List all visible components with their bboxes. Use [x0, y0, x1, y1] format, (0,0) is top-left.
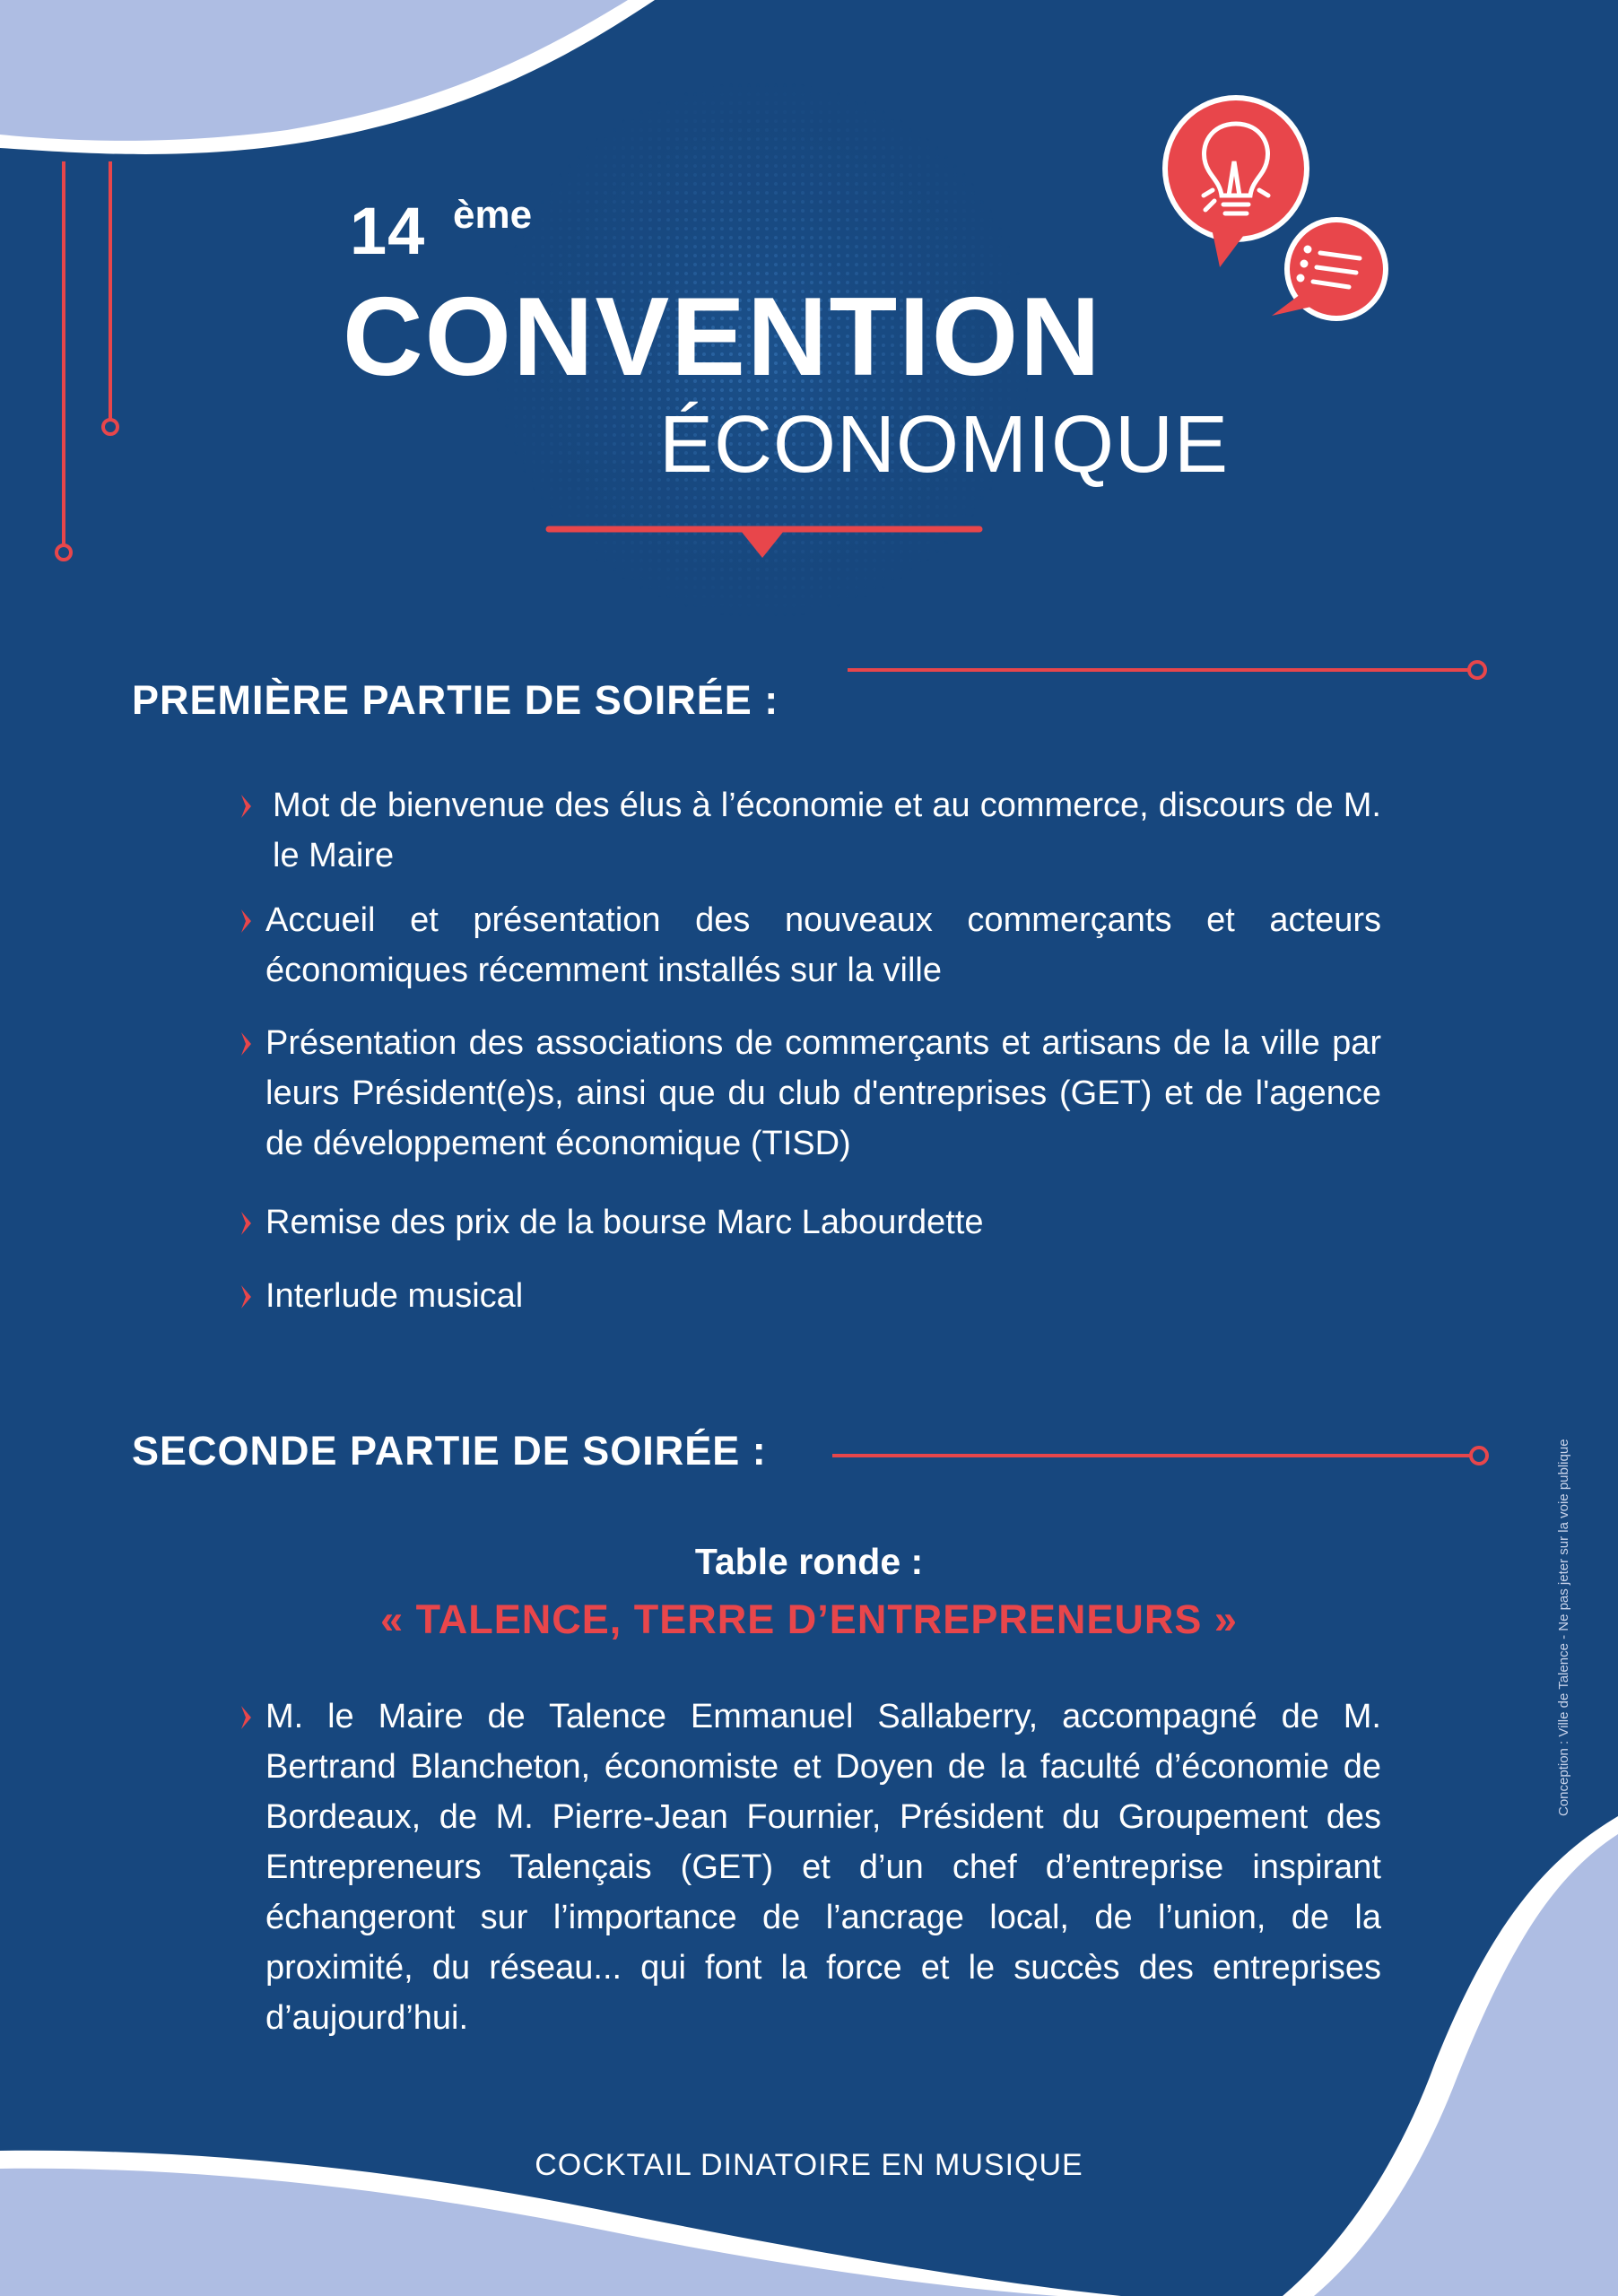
page-title: CONVENTION — [343, 275, 1102, 399]
footer-text: COCKTAIL DINATOIRE EN MUSIQUE — [535, 2148, 1083, 2182]
chevron-right-icon — [239, 1704, 255, 1731]
list-item: Interlude musical — [242, 1271, 1381, 1321]
table-ronde-label: Table ronde : — [694, 1541, 924, 1582]
side-credit: Conception : Ville de Talence - Ne pas jeter sur la voie publique — [1556, 1439, 1571, 1816]
chevron-right-icon — [239, 1210, 255, 1237]
chevron-right-icon — [239, 793, 255, 820]
table-ronde-title: « TALENCE, TERRE D’ENTREPRENEURS » — [380, 1596, 1238, 1642]
list-item: Mot de bienvenue des élus à l’économie et au commerce, discours de M. le Maire — [242, 780, 1381, 881]
list-item: Remise des prix de la bourse Marc Labourdette — [242, 1197, 1381, 1248]
section-title-part2: SECONDE PARTIE DE SOIRÉE : — [132, 1428, 767, 1474]
list-item: Présentation des associations de commerçants et artisans de la ville par leurs Président(e)s, ainsi que du club d'entreprises (GET) et de l'agence de développement économique (TISD) — [242, 1018, 1381, 1169]
edition-suffix: ème — [453, 193, 533, 237]
section-title-part1: PREMIÈRE PARTIE DE SOIRÉE : — [132, 677, 779, 723]
chevron-right-icon — [239, 1283, 255, 1310]
edition-number: 14 — [350, 194, 426, 268]
list-item: M. le Maire de Talence Emmanuel Sallaberry, accompagné de M. Bertrand Blancheton, économiste et Doyen de la faculté d’économie de Bordeaux, de M. Pierre-Jean Fournier, Président du Groupement des Entrepreneurs Talençais (GET) et d’un chef d’entreprise inspirant échangeront sur l’importance de l’ancrage local, de l’union, de la proximité, du réseau... qui font la force et le succès des entreprises d’aujourd’hui. — [242, 1692, 1381, 2043]
lightbulb-speech-bubble-icon — [1157, 90, 1390, 332]
chevron-right-icon — [239, 908, 255, 935]
page-subtitle: ÉCONOMIQUE — [659, 400, 1230, 490]
chevron-right-icon — [239, 1031, 255, 1057]
list-item: Accueil et présentation des nouveaux commerçants et acteurs économiques récemment installés sur la ville — [242, 895, 1381, 996]
